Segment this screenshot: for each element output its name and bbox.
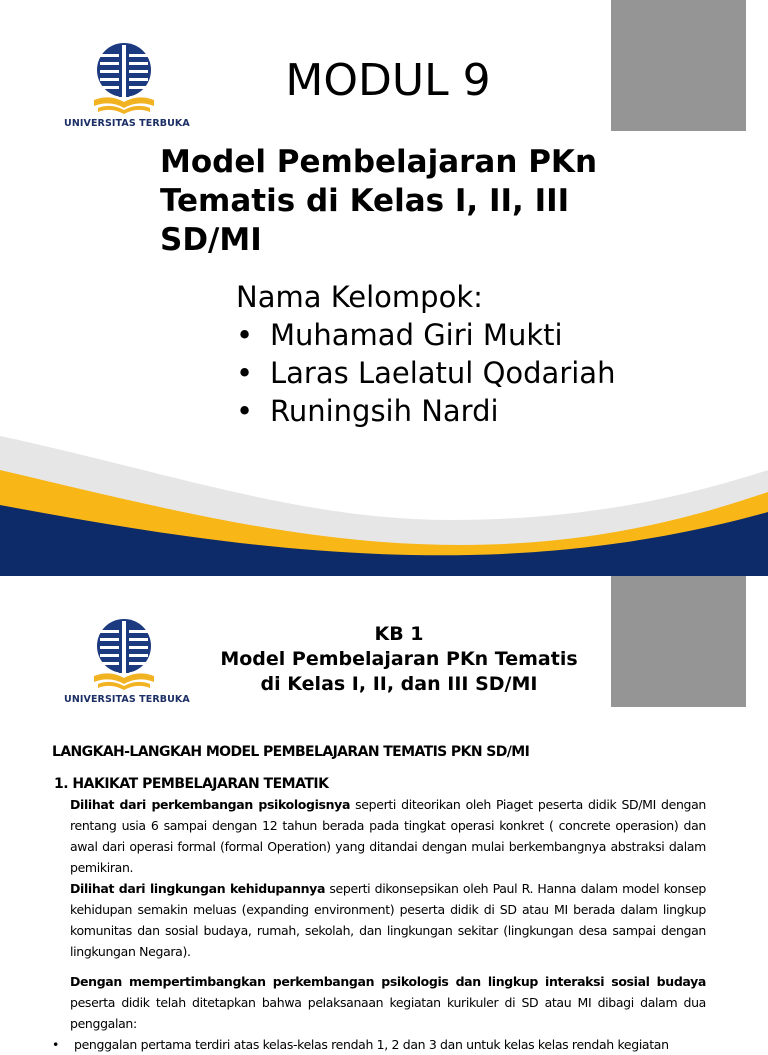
document-content [52,742,706,1055]
kb-title-line: di Kelas I, II, dan III SD/MI [260,673,538,695]
bullet-item: • penggalan pertama terdiri atas kelas-kelas rendah 1, 2 dan 3 dan untuk kelas kelas rendah kegiatan [52,1034,706,1055]
member-item: • Muhamad Giri Mukti [236,316,615,354]
module-title: MODUL 9 [285,55,491,106]
paragraph-body: peserta didik telah ditetapkan bahwa pelaksanaan kegiatan kurikuler di SD atau MI dibagi dalam dua penggalan: [70,995,706,1031]
paragraph-lead: Dilihat dari lingkungan kehidupannya [70,881,326,896]
subtitle-line: Model Pembelajaran PKn [160,144,598,180]
university-name: UNIVERSITAS TERBUKA [64,118,190,129]
university-logo [64,616,190,705]
paragraph-lead: Dengan mempertimbangkan perkembangan psikologis dan lingkup interaksi sosial budaya [70,974,706,989]
member-item: • Runingsih Nardi [236,392,615,430]
member-item: • Laras Laelatul Qodariah [236,354,615,392]
kb-title-line: KB 1 [374,623,424,645]
kb-title [190,622,608,697]
universitas-terbuka-logo-icon [90,616,158,694]
subtitle-line: SD/MI [160,222,262,258]
section-heading: 1. HAKIKAT PEMBELAJARAN TEMATIK [54,776,329,792]
paragraph-body: seperti diteorikan oleh Piaget peserta didik SD/MI dengan rentang usia 6 sampai dengan 12 tahun berada pada tingkat operasi konkret ( concrete operasion) dan awal dari operasi formal (formal Operation) yang ditandai dengan mulai berkembangnya abstraksi dalam pemikiran. [70,797,706,875]
paragraph-lead: Dilihat dari perkembangan psikologisnya [70,797,351,812]
paragraph-body: seperti dikonsepsikan oleh Paul R. Hanna dalam model konsep kehidupan semakin meluas (expanding environment) peserta didik di SD atau MI berada dalam lingkup komunitas dan sosial budaya, rumah, sekolah, dan lingkungan sekitar (lingkungan desa sampai dengan lingkungan Negara). [70,881,706,959]
main-heading: LANGKAH-LANGKAH MODEL PEMBELAJARAN TEMATIS PKN SD/MI [52,744,530,760]
grey-accent-block [611,576,746,707]
content-slide [0,576,768,1052]
paragraph [70,971,706,1034]
paragraph [70,794,706,878]
subtitle-line: Tematis di Kelas I, II, III [160,183,570,219]
kb-title-line: Model Pembelajaran PKn Tematis [220,648,578,670]
group-label: Nama Kelompok: [236,280,483,314]
paragraph [70,878,706,962]
university-name: UNIVERSITAS TERBUKA [64,694,190,705]
